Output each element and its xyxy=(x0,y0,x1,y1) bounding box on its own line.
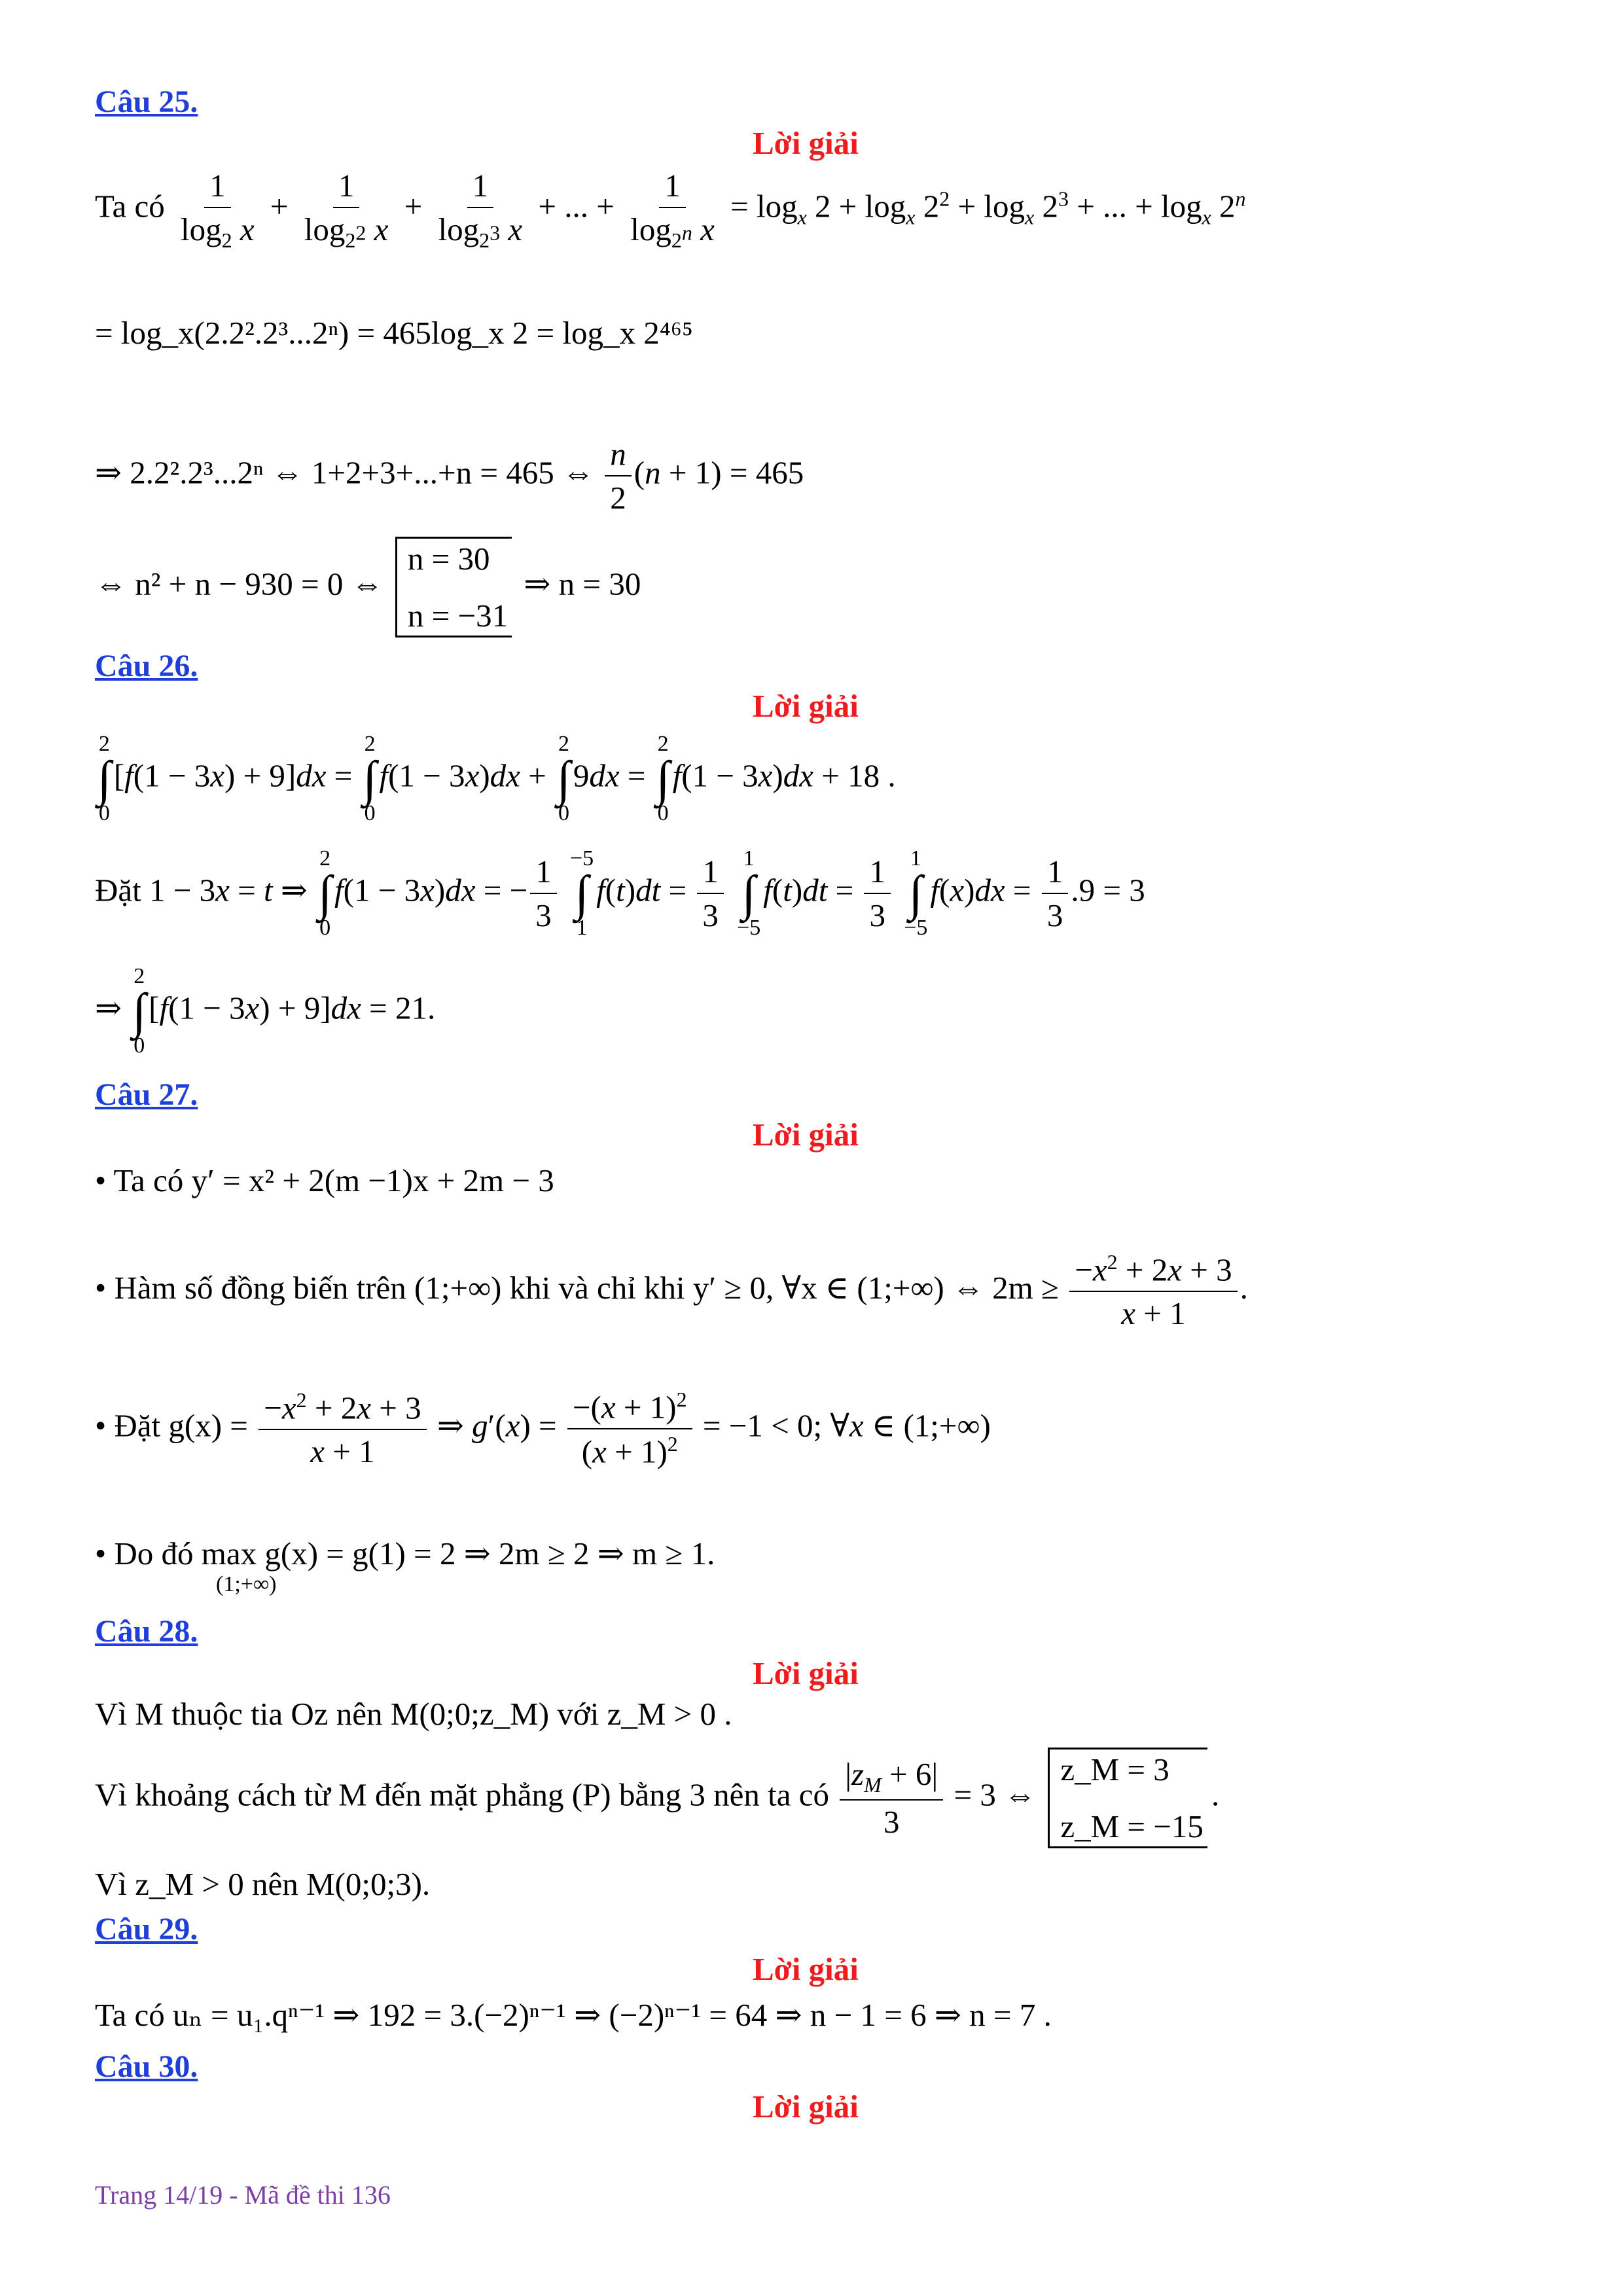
question-28-title: Câu 28. xyxy=(95,1614,198,1649)
q26-equation-3: ⇒ 2 ∫ 0 [f(1 − 3x) + 9]dx = 21. xyxy=(95,964,436,1058)
q28-line-2: Vì khoảng cách từ M đến mặt phẳng (P) bằng 3 nên ta có $\frac{|z_M + 6|}{3}$ = 3 ⇔ z_M = 3 z_M = −15 . xyxy=(95,1748,1219,1848)
q28-case-2: z_M = −15 xyxy=(1060,1808,1204,1844)
question-26-title: Câu 26. xyxy=(95,649,198,683)
q25-case-2: n = −31 xyxy=(407,598,508,634)
q25-intro: Ta có xyxy=(95,188,165,224)
q27-bullet-4: • Do đó max g(x) = g(1) = 2 ⇒ 2m ≥ 2 ⇒ m ≥ 1. xyxy=(95,1535,715,1571)
q28-line-3: Vì z_M > 0 nên M(0;0;3). xyxy=(95,1866,431,1902)
q27-bullet-1: • Ta có y′ = x² + 2(m −1)x + 2m − 3 xyxy=(95,1162,554,1198)
q27-bullet-3: • Đặt g(x) = $\frac{-x^2 + 2x + 3}{x + 1}$ ⇒ g′(x) = $\frac{-(x + 1)^2}{(x + 1)^2}$ = −1 < 0; ∀x ∈ (1;+∞) xyxy=(95,1388,991,1470)
q26-equation-1: 2 ∫ 0 [f(1 − 3x) + 9]dx = 2 ∫ 0 f(1 − 3x)dx + 2 ∫ 0 9dx = 2 ∫ 0 f(1 − 3x)dx + 18 . xyxy=(98,732,896,826)
q25-solution-heading: Lời giải xyxy=(753,125,859,161)
q27-solution-heading: Lời giải xyxy=(753,1117,859,1153)
q28-solution-heading: Lời giải xyxy=(753,1655,859,1691)
q28-case-1: z_M = 3 xyxy=(1060,1751,1169,1787)
question-29-title: Câu 29. xyxy=(95,1912,198,1946)
q28-line-1: Vì M thuộc tia Oz nên M(0;0;z_M) với z_M > 0 . xyxy=(95,1696,732,1732)
q25-equation-3: ⇒ 2.2².2³...2ⁿ ⇔ 1+2+3+...+n = 465 ⇔ $\frac{n}{2}$ (n + 1) = 465 xyxy=(95,436,804,516)
question-25-title: Câu 25. xyxy=(95,84,198,119)
q29-solution-heading: Lời giải xyxy=(753,1951,859,1987)
question-30-title: Câu 30. xyxy=(95,2049,198,2084)
q25-equation-2: = log_x(2.2².2³...2ⁿ) = 465log_x 2 = log_x 2⁴⁶⁵ xyxy=(95,315,693,351)
q25-case-1: n = 30 xyxy=(407,541,490,577)
q26-solution-heading: Lời giải xyxy=(753,688,859,724)
question-27-title: Câu 27. xyxy=(95,1077,198,1112)
q27-max-subscript: (1;+∞) xyxy=(216,1572,277,1596)
q25-equation-1: Ta có $\frac{1}{\log_2 x}$ + $\frac{1}{\log_{2^2} x}$ + $\frac{1}{\log_{2^3} x}$ + ... + $\frac{1}{\log_{2^n} x}$ = $\log_x 2 + \log_x 2^2 + \log_x 2^3$ + ... + $\log_x 2^n$ xyxy=(95,168,1246,252)
page-footer: Trang 14/19 - Mã đề thi 136 xyxy=(95,2180,391,2210)
q30-solution-heading: Lời giải xyxy=(753,2089,859,2125)
q25-equation-4: ⇔ n² + n − 930 = 0 ⇔ n = 30 n = −31 ⇒ n = 30 xyxy=(95,537,641,637)
q26-equation-2: Đặt 1 − 3x = t ⇒ 2 ∫ 0 f(1 − 3x)dx = − $\frac{1}{3}$ −5 ∫ 1 f(t)dt = $\frac{1}{3}$ 1 ∫ −5 f(t)dt = $\frac{1}{3}$ 1 ∫ −5 f(x)dx = $\frac{1}{3}$ .9 = 3 xyxy=(95,846,1145,941)
q29-line-1: Ta có uₙ = u₁.qⁿ⁻¹ ⇒ 192 = 3.(−2)ⁿ⁻¹ ⇒ (−2)ⁿ⁻¹ = 64 ⇒ n − 1 = 6 ⇒ n = 7 . xyxy=(95,1997,1052,2033)
q27-bullet-2: • Hàm số đồng biến trên (1;+∞) khi và chỉ khi y′ ≥ 0, ∀x ∈ (1;+∞) ⇔ 2m ≥ $\frac{-x^2 + 2x + 3}{x + 1}$ . xyxy=(95,1250,1248,1332)
